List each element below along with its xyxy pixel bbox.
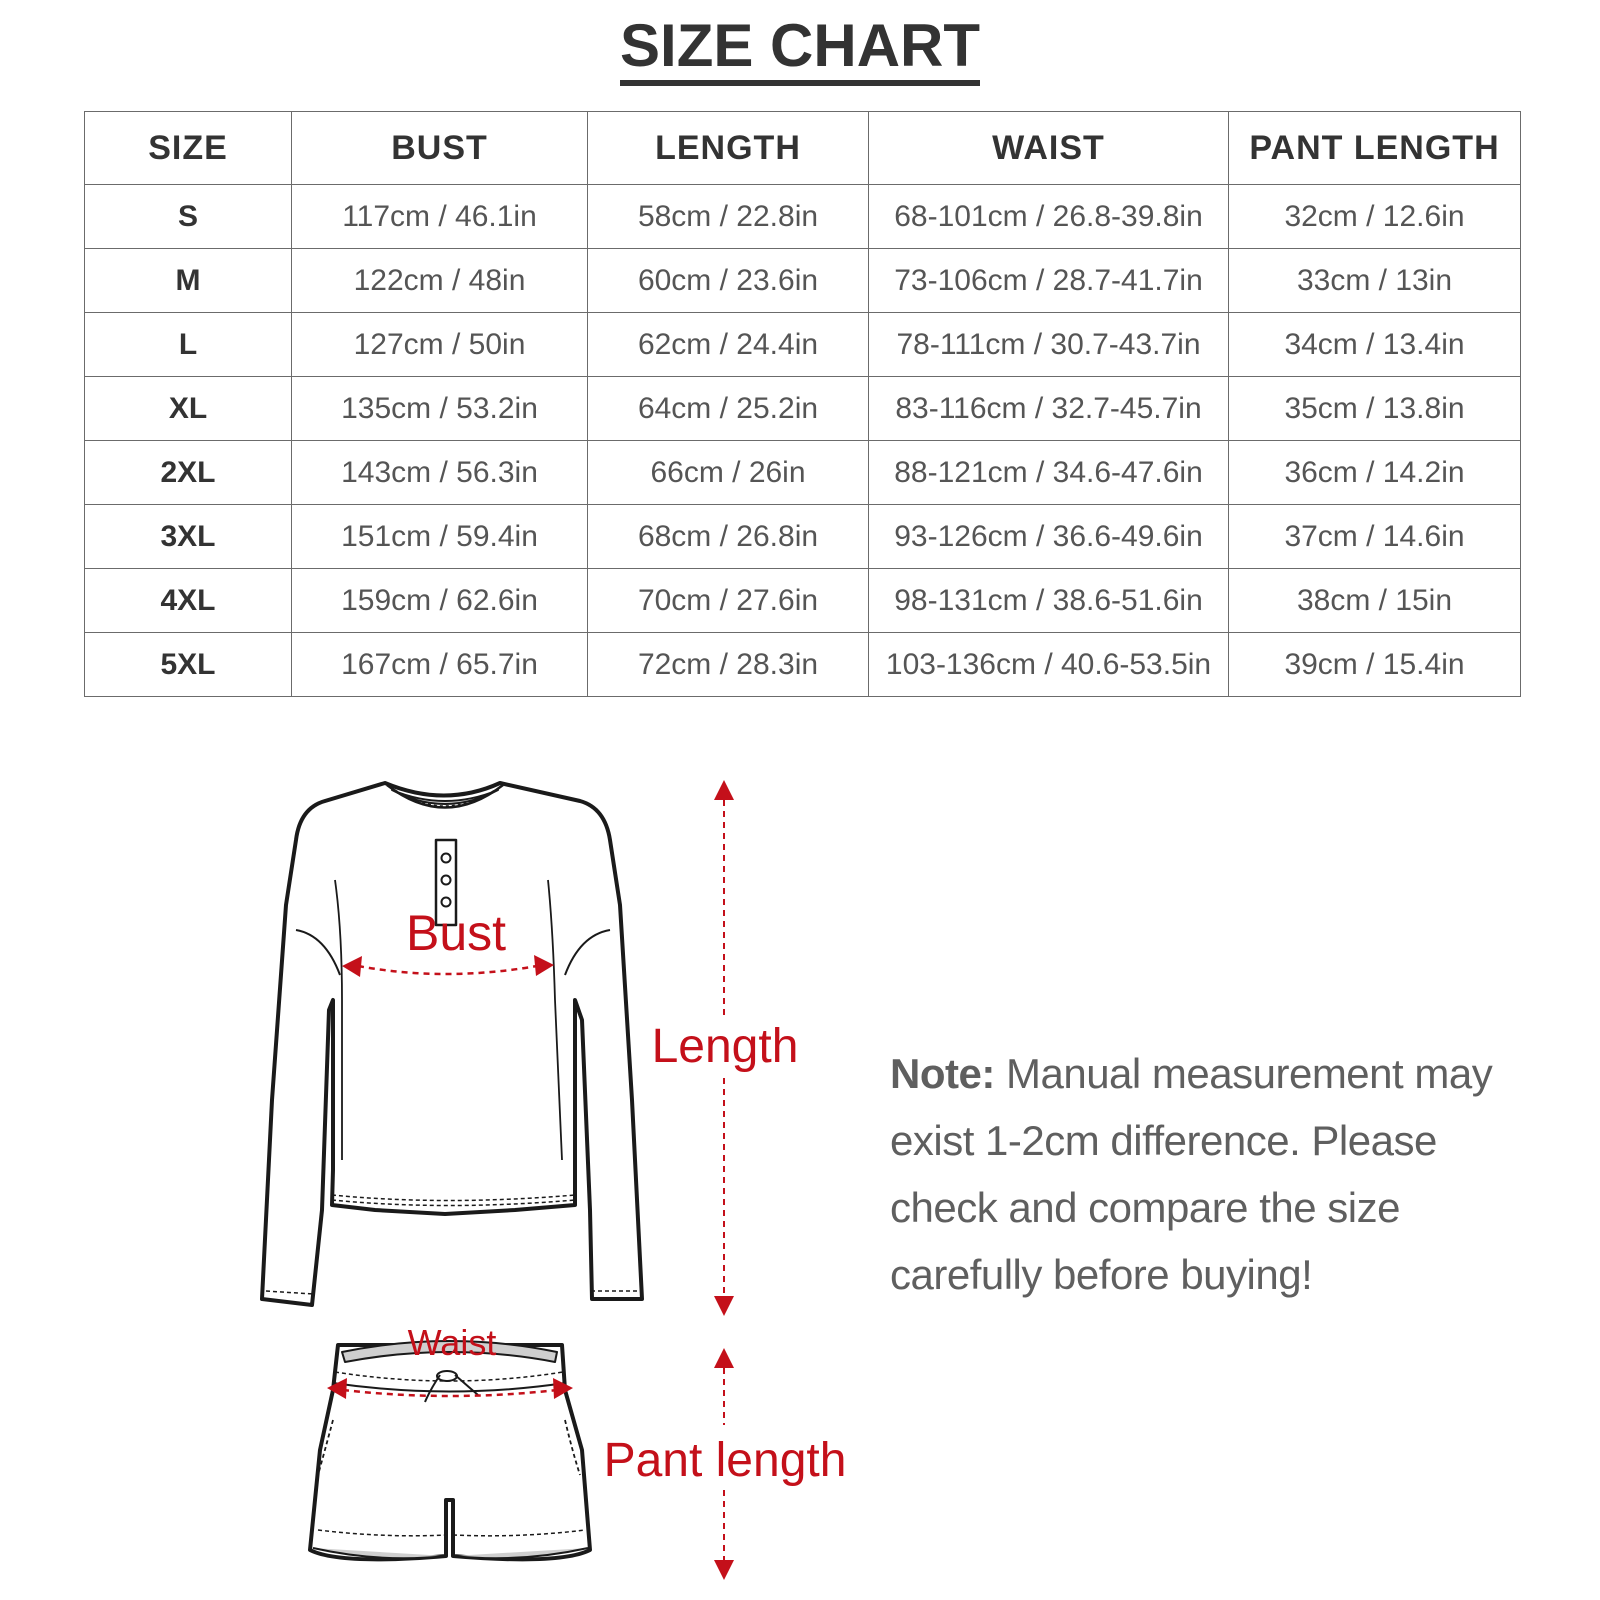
column-header-pant-length: PANT LENGTH (1229, 112, 1521, 185)
table-row (85, 441, 1521, 505)
measurement-cell: 127cm / 50in (292, 313, 588, 377)
measurement-cell: 39cm / 15.4in (1229, 633, 1521, 697)
pant-length-measurement (604, 1348, 847, 1580)
table-row (85, 377, 1521, 441)
bust-label: Bust (405, 905, 507, 961)
measurement-cell: 159cm / 62.6in (292, 569, 588, 633)
table-body (85, 185, 1521, 697)
note-text: Manual measurement may exist 1-2cm difference. Please check and compare the size carefully before buying! (890, 1050, 1493, 1298)
measurement-cell: 117cm / 46.1in (292, 185, 588, 249)
measurement-cell: 103-136cm / 40.6-53.5in (869, 633, 1229, 697)
measurement-cell: 151cm / 59.4in (292, 505, 588, 569)
size-cell: 2XL (85, 441, 292, 505)
table-row (85, 569, 1521, 633)
measurement-cell: 60cm / 23.6in (588, 249, 869, 313)
page-title (0, 8, 1600, 86)
measurement-cell: 68-101cm / 26.8-39.8in (869, 185, 1229, 249)
table-header-row (85, 112, 1521, 185)
measurement-cell: 72cm / 28.3in (588, 633, 869, 697)
measurement-cell: 135cm / 53.2in (292, 377, 588, 441)
measurement-cell: 58cm / 22.8in (588, 185, 869, 249)
page-title-text: SIZE CHART (620, 12, 980, 86)
measurement-cell: 122cm / 48in (292, 249, 588, 313)
size-table (84, 111, 1521, 697)
size-cell: 4XL (85, 569, 292, 633)
measurement-cell: 35cm / 13.8in (1229, 377, 1521, 441)
column-header-waist: WAIST (869, 112, 1229, 185)
column-header-length: LENGTH (588, 112, 869, 185)
garment-diagram (0, 760, 880, 1600)
size-cell: S (85, 185, 292, 249)
measurement-cell: 98-131cm / 38.6-51.6in (869, 569, 1229, 633)
measurement-cell: 143cm / 56.3in (292, 441, 588, 505)
measurement-cell: 93-126cm / 36.6-49.6in (869, 505, 1229, 569)
size-cell: L (85, 313, 292, 377)
length-label: Length (651, 1020, 799, 1073)
shorts-illustration (310, 1341, 590, 1559)
measurement-cell: 38cm / 15in (1229, 569, 1521, 633)
measurement-cell: 32cm / 12.6in (1229, 185, 1521, 249)
pant-length-label: Pant length (603, 1434, 847, 1487)
top-illustration (262, 783, 642, 1305)
length-measurement (652, 780, 799, 1316)
measurement-cell: 70cm / 27.6in (588, 569, 869, 633)
size-cell: 5XL (85, 633, 292, 697)
note-label: Note: (890, 1050, 995, 1097)
measurement-cell: 37cm / 14.6in (1229, 505, 1521, 569)
measurement-cell: 167cm / 65.7in (292, 633, 588, 697)
table-row (85, 249, 1521, 313)
measurement-cell: 83-116cm / 32.7-45.7in (869, 377, 1229, 441)
waist-label: Waist (407, 1322, 497, 1363)
table-row (85, 505, 1521, 569)
measurement-cell: 66cm / 26in (588, 441, 869, 505)
measurement-cell: 62cm / 24.4in (588, 313, 869, 377)
measurement-cell: 78-111cm / 30.7-43.7in (869, 313, 1229, 377)
measurement-cell: 36cm / 14.2in (1229, 441, 1521, 505)
table-row (85, 633, 1521, 697)
measurement-cell: 64cm / 25.2in (588, 377, 869, 441)
size-cell: 3XL (85, 505, 292, 569)
column-header-bust: BUST (292, 112, 588, 185)
size-cell: XL (85, 377, 292, 441)
measurement-cell: 73-106cm / 28.7-41.7in (869, 249, 1229, 313)
measurement-cell: 33cm / 13in (1229, 249, 1521, 313)
measurement-cell: 68cm / 26.8in (588, 505, 869, 569)
column-header-size: SIZE (85, 112, 292, 185)
measurement-cell: 34cm / 13.4in (1229, 313, 1521, 377)
measurement-note (890, 1040, 1530, 1308)
table-row (85, 185, 1521, 249)
table-row (85, 313, 1521, 377)
size-cell: M (85, 249, 292, 313)
measurement-cell: 88-121cm / 34.6-47.6in (869, 441, 1229, 505)
